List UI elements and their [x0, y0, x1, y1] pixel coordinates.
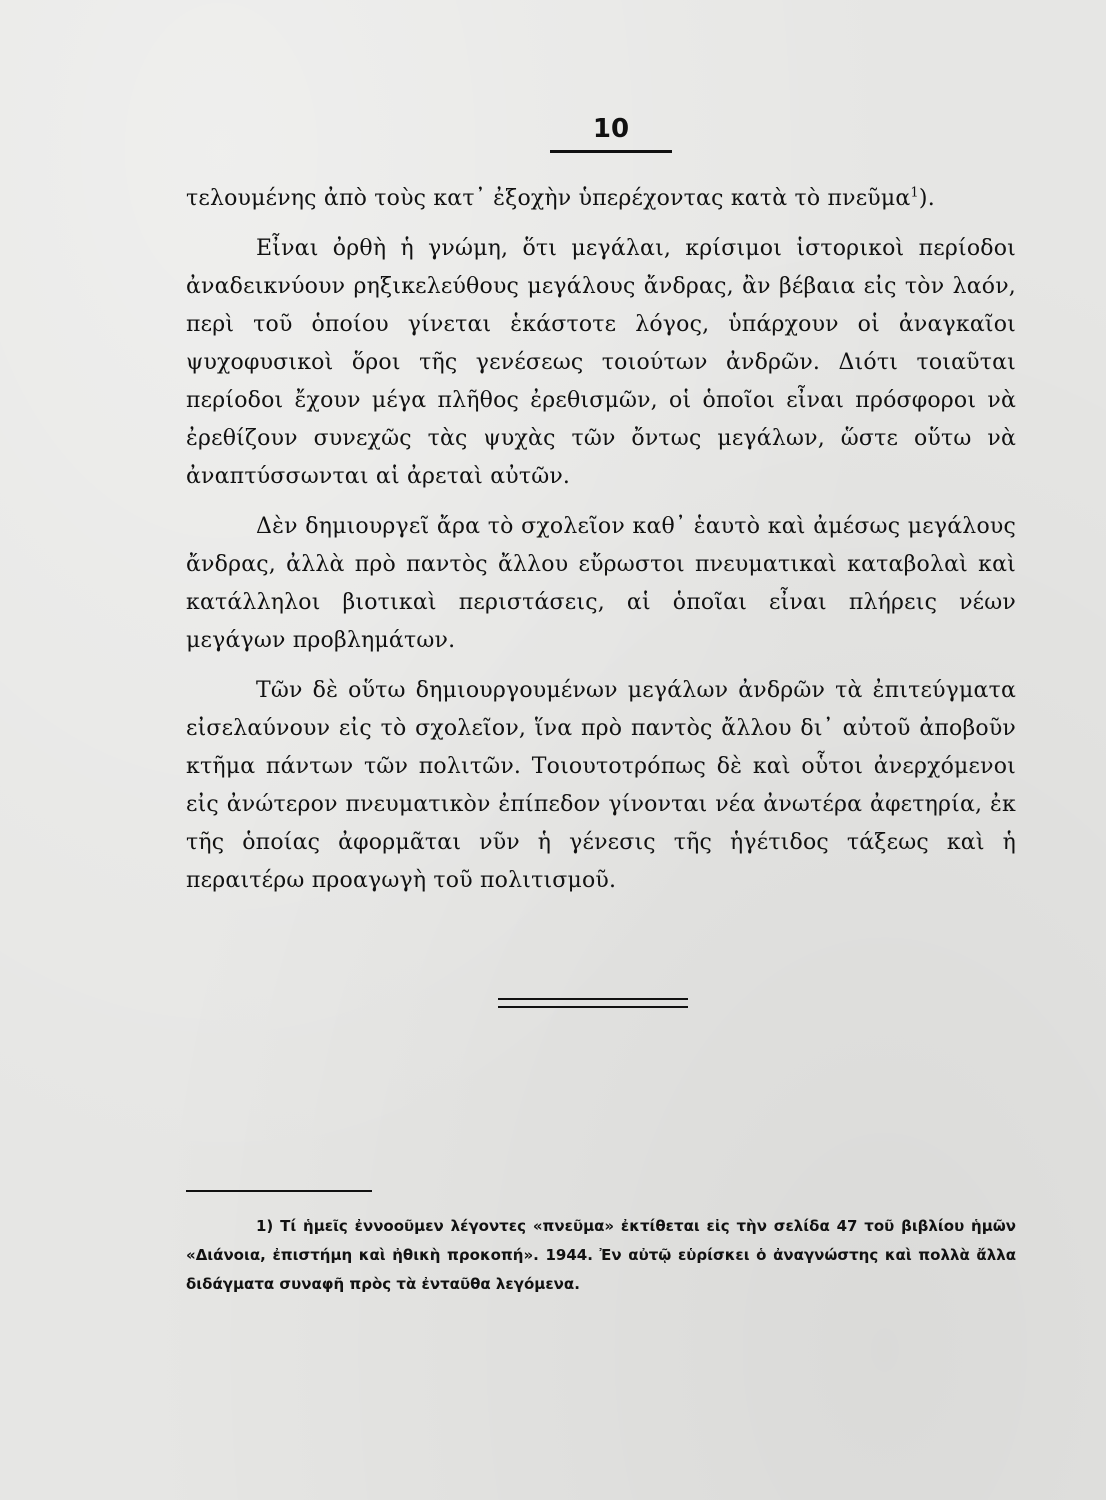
page-number-underline — [550, 150, 672, 153]
lead-line-text: τελουμένης ἀπὸ τοὺς κατ᾽ ἐξοχὴν ὑπερέχοντας κατὰ τὸ πνεῦμα — [186, 186, 911, 211]
paragraph-1: Εἶναι ὀρθὴ ἡ γνώμη, ὅτι μεγάλαι, κρίσιμοι ἱστορικοὶ περίοδοι ἀναδεικνύουν ρηξικελεύθους μεγάλους ἄνδρας, ἂν βέβαια εἰς τὸν λαόν, περὶ τοῦ ὁποίου γίνεται ἑκάστοτε λόγος, ὑπάρχουν οἱ ἀναγκαῖοι ψυχοφυσικοὶ ὅροι τῆς γενέσεως τοιούτων ἀνδρῶν. Διότι τοιαῦται περίοδοι ἔχουν μέγα πλῆθος ἐρεθισμῶν, οἱ ὁποῖοι εἶναι πρόσφοροι νὰ ἐρεθίζουν συνεχῶς τὰς ψυχὰς τῶν ὄντως μεγάλων, ὥστε οὕτω νὰ ἀναπτύσσωνται αἱ ἀρεταὶ αὐτῶν. — [186, 236, 1016, 489]
lead-line-end: ). — [918, 186, 935, 211]
footnote: 1) Τί ἡμεῖς ἐννοοῦμεν λέγοντες «πνεῦμα» ἐκτίθεται εἰς τὴν σελίδα 47 τοῦ βιβλίου ἡμῶν «Διάνοια, ἐπιστήμη καὶ ἠθικὴ προκοπή». 1944. Ἐν αὐτῷ εὑρίσκει ὁ ἀναγνώστης καὶ πολλὰ ἄλλα διδάγματα συναφῆ πρὸς τὰ ἐνταῦθα λεγόμενα. — [186, 1217, 1016, 1293]
footnote-reference: 1 — [910, 185, 919, 201]
page-number: 10 — [592, 114, 630, 144]
paragraph-3: Τῶν δὲ οὕτω δημιουργουμένων μεγάλων ἀνδρῶν τὰ ἐπιτεύγματα εἰσελαύνουν εἰς τὸ σχολεῖον, ἵνα πρὸ παντὸς ἄλλου δι᾽ αὐτοῦ ἀποβοῦν κτῆμα πάντων τῶν πολιτῶν. Τοιουτοτρόπως δὲ καὶ οὗτοι ἀνερχόμενοι εἰς ἀνώτερον πνευματικὸν ἐπίπεδον γίνονται νέα ἀνωτέρα ἀφετηρία, ἐκ τῆς ὁποίας ἀφορμᾶται νῦν ἡ γένεσις τῆς ἡγέτιδος τάξεως καὶ ἡ περαιτέρω προαγωγὴ τοῦ πολιτισμοῦ. — [186, 678, 1016, 893]
footnote-separator — [186, 1190, 372, 1192]
body-text — [186, 180, 1016, 900]
end-of-text-rule-top — [498, 998, 688, 1000]
paragraph-2: Δὲν δημιουργεῖ ἄρα τὸ σχολεῖον καθ᾽ ἑαυτὸ καὶ ἀμέσως μεγάλους ἄνδρας, ἀλλὰ πρὸ παντὸς ἄλλου εὔρωστοι πνευματικαὶ καταβολαὶ καὶ κατάλληλοι βιοτικαὶ περιστάσεις, αἱ ὁποῖαι εἶναι πλήρεις νέων μεγάγων προβλημάτων. — [186, 514, 1016, 653]
end-of-text-rule-bottom — [498, 1006, 688, 1008]
lead-line — [186, 180, 1016, 218]
